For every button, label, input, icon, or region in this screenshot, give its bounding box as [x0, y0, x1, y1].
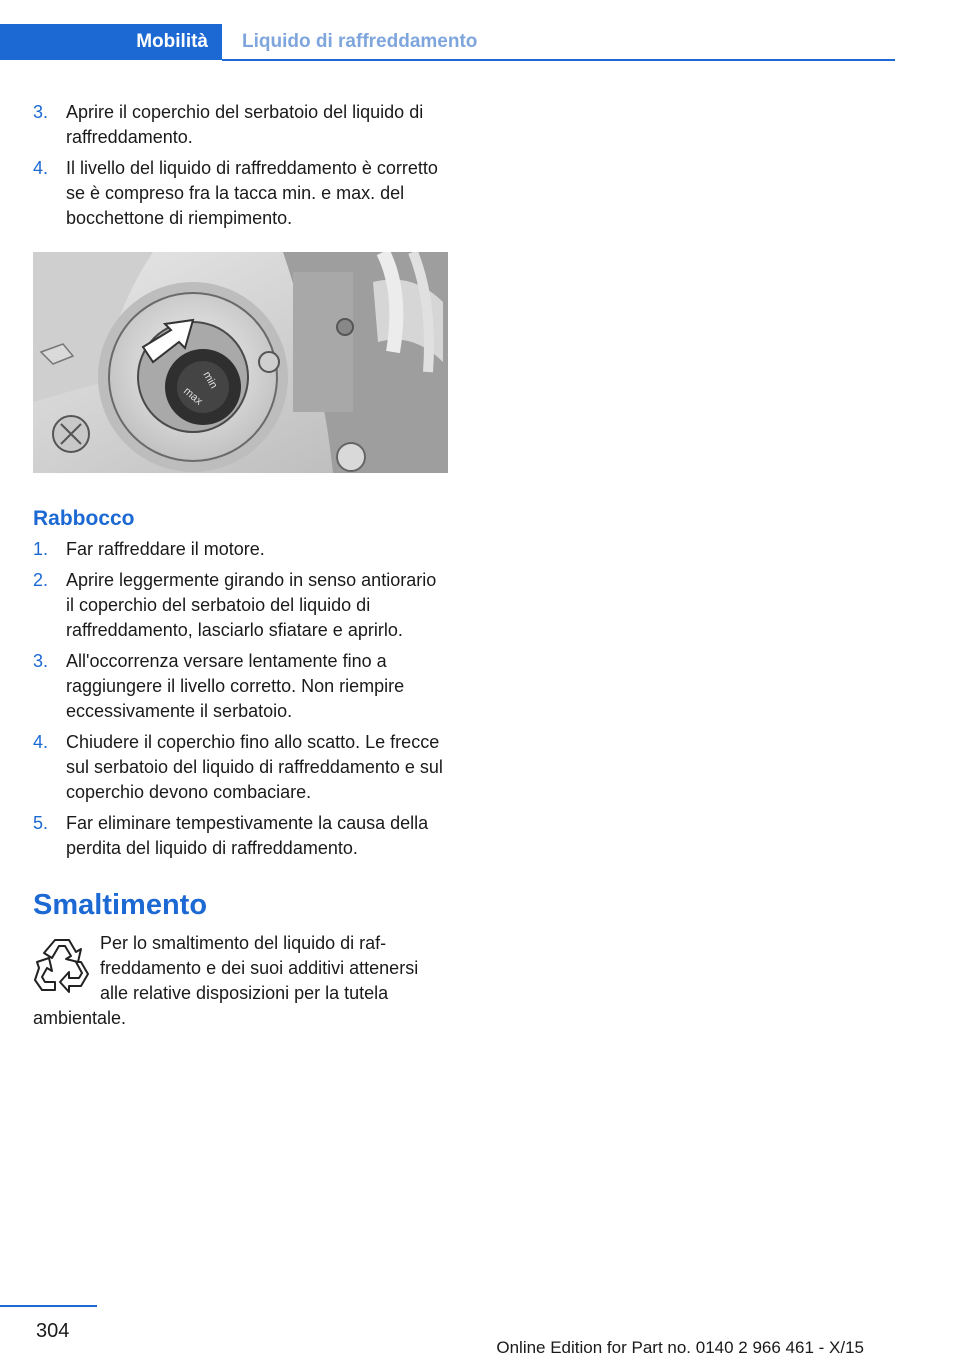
coolant-reservoir-figure: [33, 252, 448, 473]
list-item: [33, 649, 448, 724]
step-number: 5.: [33, 813, 49, 833]
disposal-heading: Smaltimento: [33, 889, 208, 921]
step-number: 4.: [33, 158, 49, 178]
check-steps-list: [33, 100, 448, 231]
step-number: 1.: [33, 539, 49, 559]
step-text: All'occorrenza versare lentamente fino a raggiungere il livello corretto. Non riempire eccessivamente il serbatoio.: [66, 651, 405, 721]
step-number: 4.: [33, 732, 49, 752]
step-number: 3.: [33, 651, 49, 671]
step-text: Chiudere il coperchio fino allo scatto. Le frecce sul serbatoio del liquido di raffreddamento e sul coperchio devono combaciare.: [66, 732, 443, 802]
cap-label-min: min: [200, 369, 220, 391]
header-section-tab: Mobilità: [0, 24, 222, 60]
step-text: Il livello del liquido di raffreddamento è corretto se è compreso fra la tacca min. e max. del bocchettone di riempimento.: [66, 158, 438, 228]
cap-label-max: max: [181, 385, 205, 408]
page-header: [0, 24, 895, 62]
page-content: [33, 100, 448, 1031]
refill-steps-list: [33, 537, 448, 861]
list-item: [33, 537, 448, 562]
page-number: 304: [36, 1320, 70, 1342]
footer-rule: [0, 1305, 97, 1307]
list-item: [33, 811, 448, 861]
header-topic-title: Liquido di raffreddamento: [242, 31, 478, 52]
step-number: 2.: [33, 570, 49, 590]
step-text: Far eliminare tempestivamente la causa della perdita del liquido di raffreddamento.: [66, 813, 429, 858]
step-text: Far raffreddare il motore.: [66, 539, 265, 559]
disposal-text: Per lo smaltimento del liquido di raffreddamento e dei suoi additivi attenersi alle relative disposizioni per la tutela ambientale.: [33, 933, 419, 1028]
disposal-paragraph: [33, 931, 448, 1031]
list-item: [33, 100, 448, 150]
recycle-icon: [33, 934, 91, 994]
list-item: [33, 156, 448, 231]
step-text: Aprire leggermente girando in senso antiorario il coperchio del serbatoio del liquido di raffreddamento, lasciarlo sfiatare e aprirlo.: [66, 570, 437, 640]
list-item: [33, 730, 448, 805]
list-item: [33, 568, 448, 643]
step-number: 3.: [33, 102, 49, 122]
edition-note: Online Edition for Part no. 0140 2 966 461 - X/15: [496, 1338, 864, 1357]
header-rule: [222, 59, 895, 61]
step-text: Aprire il coperchio del serbatoio del liquido di raffreddamento.: [66, 102, 424, 147]
refill-heading: Rabbocco: [33, 507, 135, 530]
